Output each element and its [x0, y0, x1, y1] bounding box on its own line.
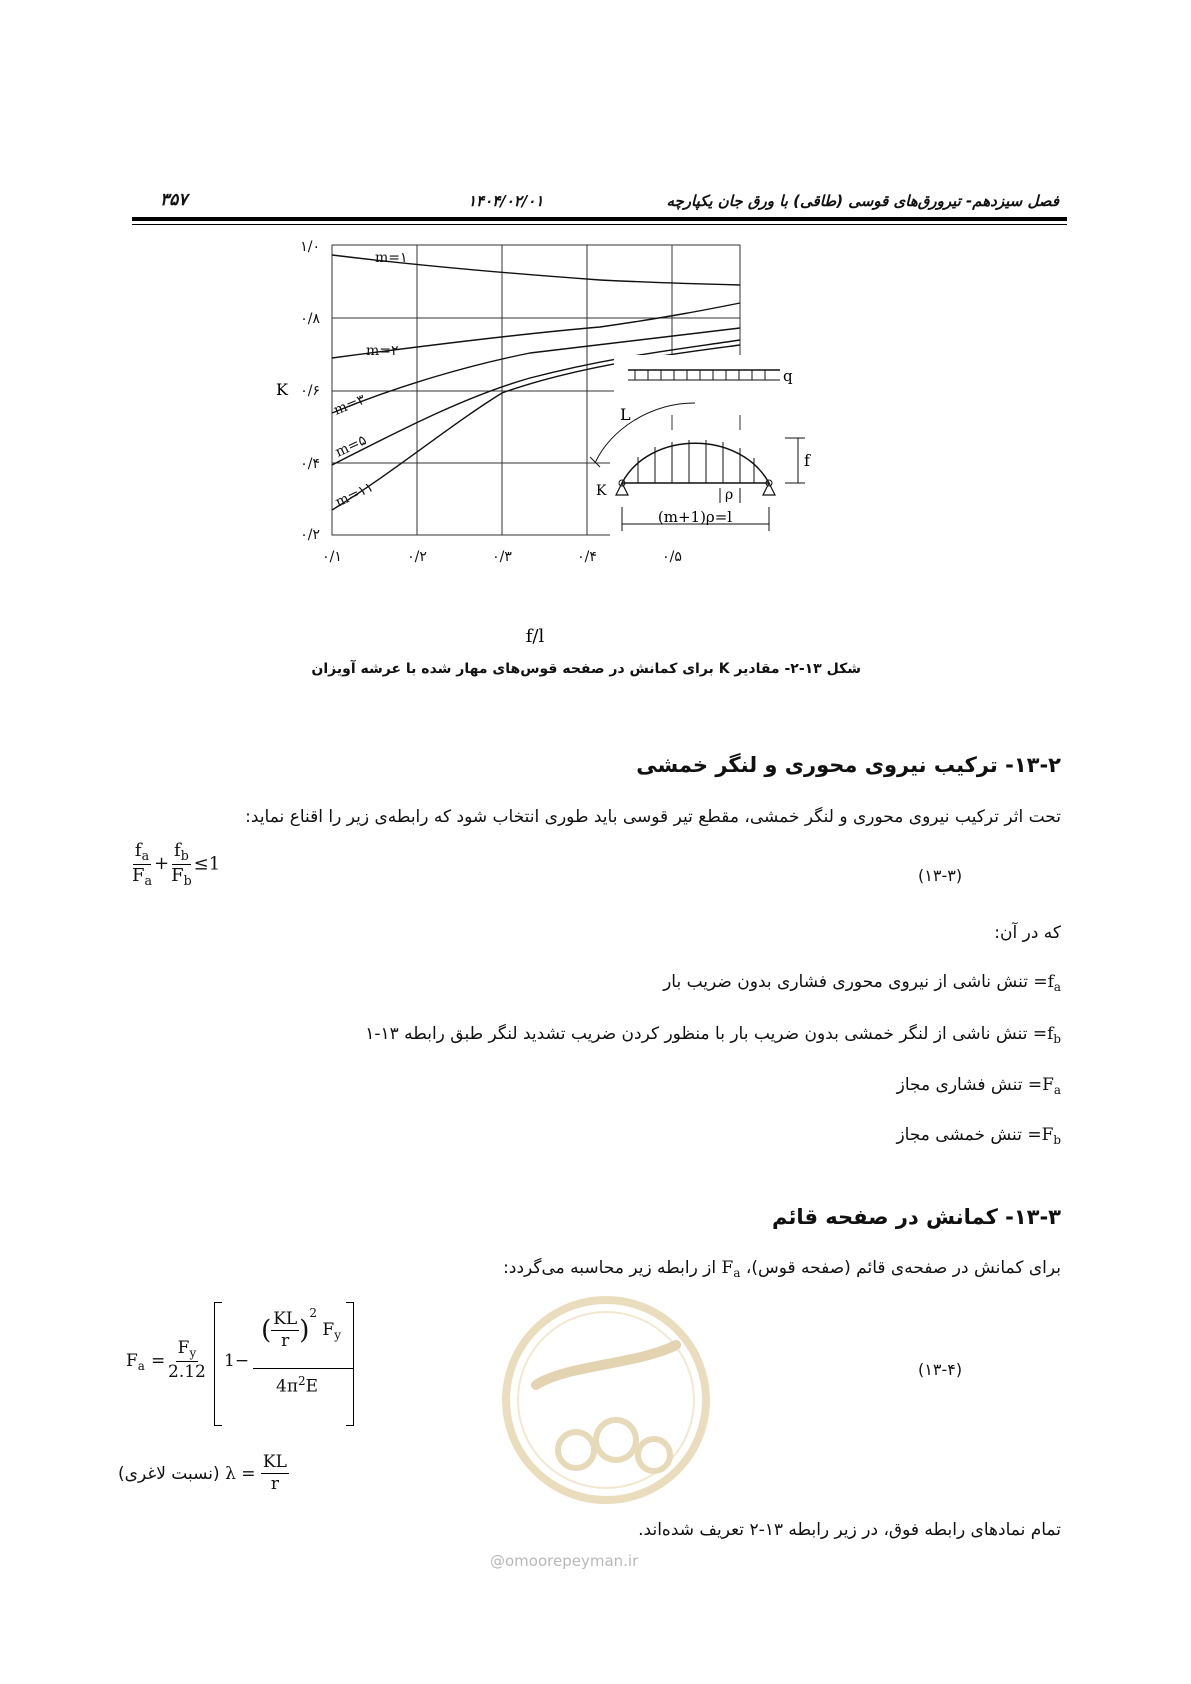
- equation-number-13-4: (۱۳-۴): [918, 1360, 963, 1379]
- curve-label-m5: m=۵: [332, 432, 370, 461]
- curve-label-m1: m=۱: [375, 250, 408, 266]
- definition-Fb: $F_b=$ تنش خمشی مجاز: [896, 1125, 1061, 1147]
- slenderness-ratio: (نسبت لاغری) λ = $\frac{KL}{r}$: [118, 1452, 287, 1495]
- x-tick-label: ۰/۲: [407, 549, 427, 565]
- y-tick-label: ۱/۰: [300, 239, 320, 255]
- section-heading-in-plane-buckling: ۱۳-۳- کمانش در صفحه قائم: [771, 1205, 1061, 1229]
- omoorepeyman-logo: [496, 1275, 716, 1525]
- y-axis-label: K: [276, 380, 288, 399]
- header-rule-thick: [132, 217, 1067, 221]
- span-label: (m+1)ρ=l: [657, 508, 733, 526]
- allowable-stress-equation: $F_a$ = $\frac{F_y}{2.12}$ 1− ( $\frac{KL}{r}$ )$^2$ $F_y$ $4\pi^2E$: [126, 1298, 356, 1438]
- header-rule-thin: [132, 224, 1067, 225]
- rise-label: f: [804, 451, 810, 470]
- section-heading-combined-loading: ۱۳-۲- ترکیب نیروی محوری و لنگر خمشی: [636, 753, 1061, 777]
- definition-fb: $f_b=$ تنش ناشی از لنگر خمشی بدون ضریب بار با منظور کردن ضریب تشدید لنگر طبق رابطه ۱۳-۱: [365, 1024, 1061, 1046]
- y-tick-label: ۰/۴: [300, 456, 320, 472]
- section-2-paragraph: تحت اثر ترکیب نیروی محوری و لنگر خمشی، مقطع تیر قوسی باید طوری انتخاب شود که رابطه‌ی زیر را اقناع نماید:: [245, 807, 1061, 827]
- figure-caption: شکل ۱۳-۲- مقادیر K برای کمانش در صفحه قوس‌های مهار شده با عرشه آویزان: [311, 661, 861, 677]
- support-label: K: [596, 483, 607, 499]
- section-3-paragraph: برای کمانش در صفحه‌ی قائم (صفحه قوس)، $F_a$ از رابطه زیر محاسبه می‌گردد:: [503, 1258, 1061, 1280]
- curve-label-m2: m=۲: [366, 343, 399, 359]
- y-tick-label: ۰/۲: [300, 527, 320, 543]
- y-tick-label: ۰/۶: [300, 383, 320, 399]
- definition-fa: $f_a=$ تنش ناشی از نیروی محوری فشاری بدون ضریب بار: [663, 972, 1061, 994]
- arch-inset: [590, 355, 811, 540]
- definition-Fa: $F_a=$ تنش فشاری مجاز: [896, 1075, 1061, 1097]
- chapter-title: فصل سیزدهم- تیرورق‌های قوسی (طاقی) با ورق جان یکپارچه: [666, 192, 1059, 210]
- y-tick-label: ۰/۸: [300, 311, 320, 327]
- equation-number-13-3: (۱۳-۳): [918, 866, 963, 885]
- x-tick-label: ۰/۱: [322, 549, 342, 565]
- page-number: ۳۵۷: [160, 190, 188, 210]
- header-date: ۱۴۰۴/۰۲/۰۱: [468, 192, 544, 210]
- x-tick-label: ۰/۳: [492, 549, 512, 565]
- x-tick-label: ۰/۵: [662, 549, 682, 565]
- x-axis-label: f/l: [525, 626, 545, 647]
- load-label: q: [783, 367, 793, 385]
- curve-label-m3: m=۳: [331, 391, 368, 419]
- curve-label-m11: m=۱۱: [332, 479, 376, 511]
- x-tick-label: ۰/۴: [577, 549, 597, 565]
- interaction-equation: $\frac{f_a}{F_a}$ + $\frac{f_b}{F_b}$ ≤1: [132, 840, 221, 888]
- rho-label: ρ: [725, 487, 734, 503]
- k-factor-figure: [276, 239, 880, 655]
- closing-sentence: تمام نمادهای رابطه فوق، در زیر رابطه ۱۳-۲ تعریف شده‌اند.: [638, 1520, 1061, 1540]
- arc-length-label: L: [620, 405, 631, 424]
- watermark-url: @omoorepeyman.ir: [490, 1552, 639, 1570]
- where-text: که در آن:: [994, 923, 1061, 943]
